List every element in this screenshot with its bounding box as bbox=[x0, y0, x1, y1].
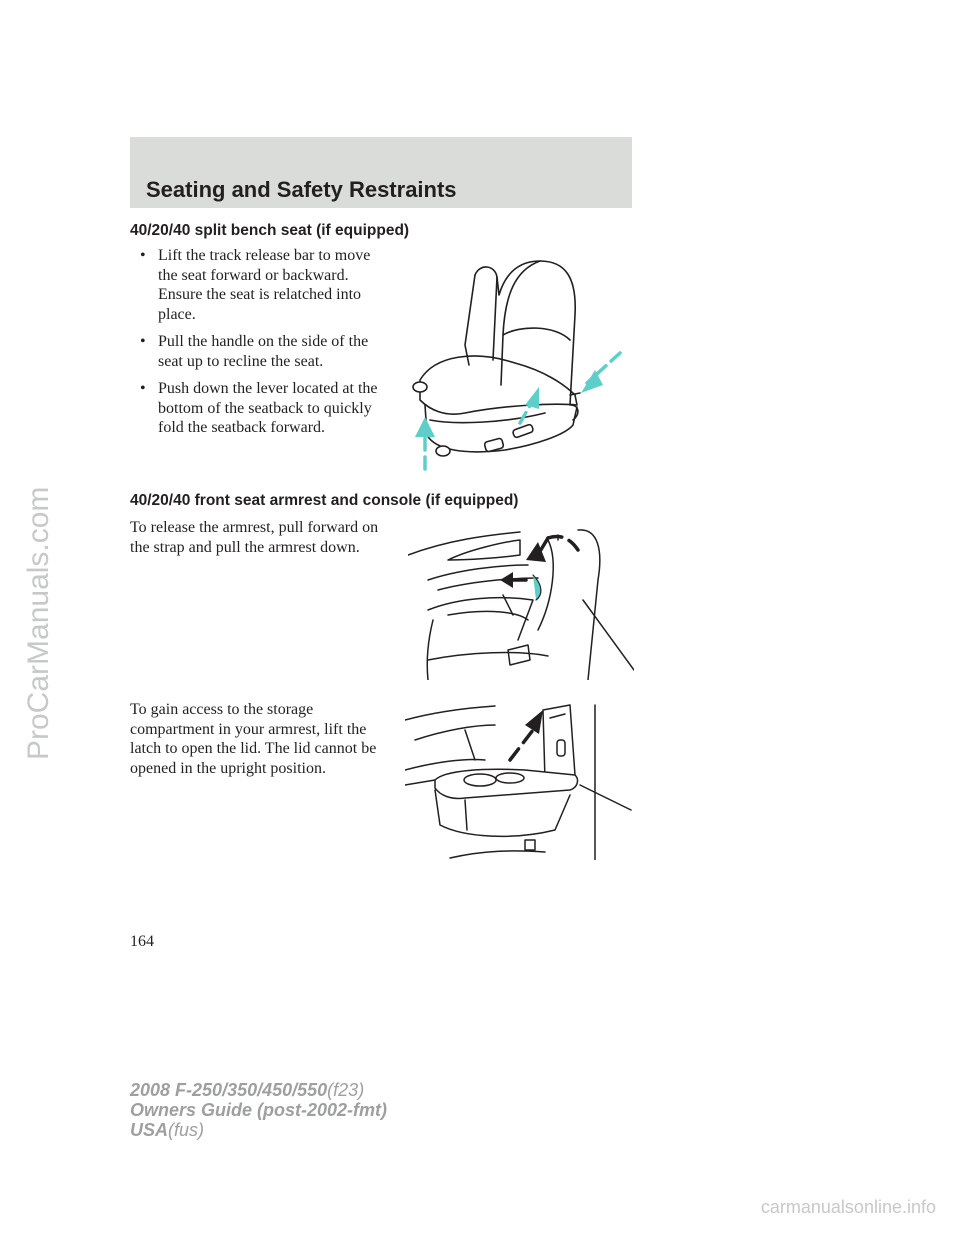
page-title: Seating and Safety Restraints bbox=[146, 177, 457, 202]
armrest-illustration bbox=[408, 520, 634, 680]
list-item bbox=[138, 379, 388, 438]
bottom-watermark: carmanualsonline.info bbox=[760, 1197, 936, 1217]
storage-paragraph: To gain access to the storage compartment in your armrest, lift the latch to open the lid. The lid cannot be opened in the upright position. bbox=[130, 701, 377, 777]
footer-model: 2008 F-250/350/450/550 bbox=[130, 1080, 328, 1100]
bullet-dot: • bbox=[140, 380, 146, 397]
section-heading-split-bench: 40/20/40 split bench seat (if equipped) bbox=[130, 222, 410, 239]
bullet-text: Lift the track release bar to move the seat forward or backward. Ensure the seat is relatched into place. bbox=[158, 247, 371, 323]
list-item bbox=[138, 246, 388, 324]
document-footer bbox=[130, 1080, 387, 1140]
side-watermark bbox=[0, 0, 66, 1242]
footer-region: USA bbox=[130, 1120, 169, 1140]
bullet-text: Push down the lever located at the bottom of the seatback to quickly fold the seatback forward. bbox=[158, 380, 378, 436]
footer-region-code: (fus) bbox=[168, 1120, 205, 1140]
bullet-dot: • bbox=[140, 333, 146, 350]
side-watermark-text: ProCarManuals.com bbox=[22, 486, 55, 760]
bench-seat-illustration bbox=[405, 255, 635, 475]
page-number: 164 bbox=[130, 933, 154, 950]
header-band bbox=[130, 137, 632, 208]
bullet-dot: • bbox=[140, 247, 146, 264]
console-storage-illustration bbox=[405, 700, 635, 860]
section-heading-armrest: 40/20/40 front seat armrest and console (if equipped) bbox=[130, 492, 519, 509]
armrest-paragraph: To release the armrest, pull forward on the strap and pull the armrest down. bbox=[130, 519, 379, 556]
list-item bbox=[138, 332, 388, 371]
bullet-text: Pull the handle on the side of the seat up to recline the seat. bbox=[158, 333, 369, 370]
bullet-list bbox=[138, 246, 388, 446]
footer-model-code: (f23) bbox=[327, 1080, 365, 1100]
footer-guide: Owners Guide (post-2002-fmt) bbox=[130, 1100, 388, 1120]
